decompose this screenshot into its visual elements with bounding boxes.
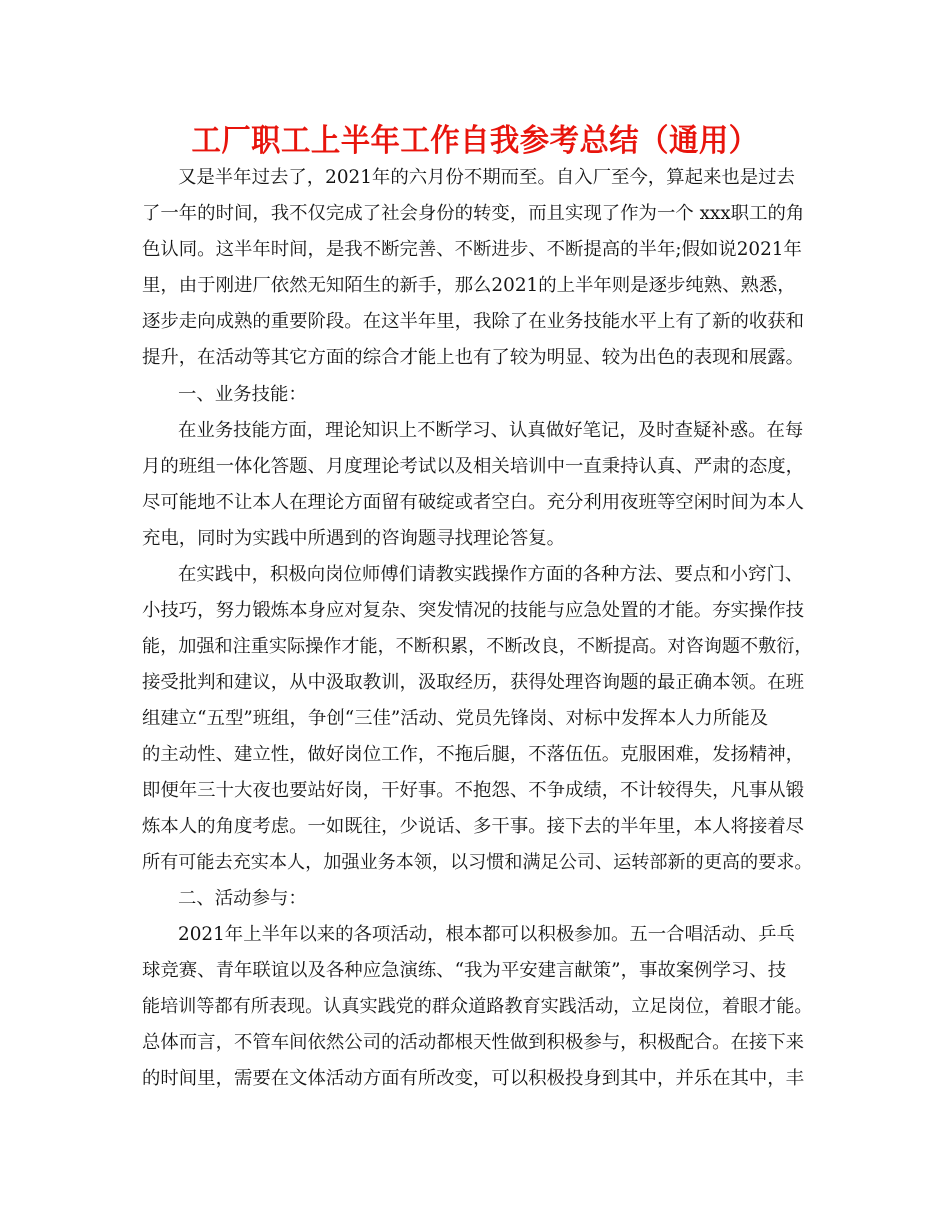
body-line: 提升，在活动等其它方面的综合才能上也有了较为明显、较为出色的表现和展露。: [142, 347, 805, 368]
body-line: 所有可能去充实本人，加强业务本领，以习惯和满足公司、运转部新的更高的要求。: [142, 852, 813, 873]
body-line: 能，加强和注重实际操作才能，不断积累，不断改良，不断提高。对咨询题不敷衍，: [142, 636, 813, 657]
body-line: 总体而言，不管车间依然公司的活动都根天性做到积极参与，积极配合。在接下来: [142, 1032, 805, 1053]
body-line: 的时间里，需要在文体活动方面有所改变，可以积极投身到其中，并乐在其中，丰: [142, 1068, 805, 1089]
body-line: 接受批判和建议，从中汲取教训，汲取经历，获得处理咨询题的最正确本领。在班: [142, 672, 805, 693]
body-line: 了一年的时间，我不仅完成了社会身份的转变，而且实现了作为一个 xxx职工的角: [142, 203, 805, 224]
body-line: 小技巧，努力锻炼本身应对复杂、突发情况的技能与应急处置的才能。夯实操作技: [142, 600, 805, 621]
body-line: 组建立“五型”班组，争创“三佳”活动、党员先锋岗、对标中发挥本人力所能及: [142, 708, 769, 729]
body-line: 在实践中，积极向岗位师傅们请教实践操作方面的各种方法、要点和小窍门、: [178, 564, 804, 585]
body-line: 色认同。这半年时间，是我不断完善、不断进步、不断提高的半年;假如说2021年: [142, 239, 802, 260]
body-line: 炼本人的角度考虑。一如既往，少说话、多干事。接下去的半年里，本人将接着尽: [142, 816, 805, 837]
body-line: 能培训等都有所表现。认真实践党的群众道路教育实践活动，立足岗位，着眼才能。: [142, 996, 813, 1017]
body-line: 的主动性、建立性，做好岗位工作，不拖后腿，不落伍伍。克服困难，发扬精神，: [142, 744, 805, 765]
body-line: 2021年上半年以来的各项活动，根本都可以积极参加。五一合唱活动、乒乓: [178, 924, 795, 945]
body-line: 逐步走向成熟的重要阶段。在这半年里，我除了在业务技能水平上有了新的收获和: [142, 311, 805, 332]
body-line: 在业务技能方面，理论知识上不断学习、认真做好笔记，及时查疑补惑。在每: [178, 420, 804, 441]
body-line: 球竞赛、青年联谊以及各种应急演练、“我为平安建言献策”，事故案例学习、技: [142, 960, 787, 981]
body-line: 又是半年过去了，2021年的六月份不期而至。自入厂至今，算起来也是过去: [178, 167, 795, 188]
section-heading: 二、活动参与：: [178, 888, 307, 909]
section-heading: 一、业务技能：: [178, 384, 307, 405]
body-line: 即便年三十大夜也要站好岗，干好事。不抱怨、不争成绩，不计较得失，凡事从锻: [142, 780, 805, 801]
body-line: 尽可能地不让本人在理论方面留有破绽或者空白。充分利用夜班等空闲时间为本人: [142, 492, 805, 513]
document-title: 工厂职工上半年工作自我参考总结（通用）: [191, 123, 759, 159]
body-line: 月的班组一体化答题、月度理论考试以及相关培训中一直秉持认真、严肃的态度，: [142, 456, 805, 477]
body-line: 里，由于刚进厂依然无知陌生的新手，那么2021的上半年则是逐步纯熟、熟悉，: [142, 275, 796, 296]
body-line: 充电，同时为实践中所遇到的咨询题寻找理论答复。: [142, 528, 565, 549]
